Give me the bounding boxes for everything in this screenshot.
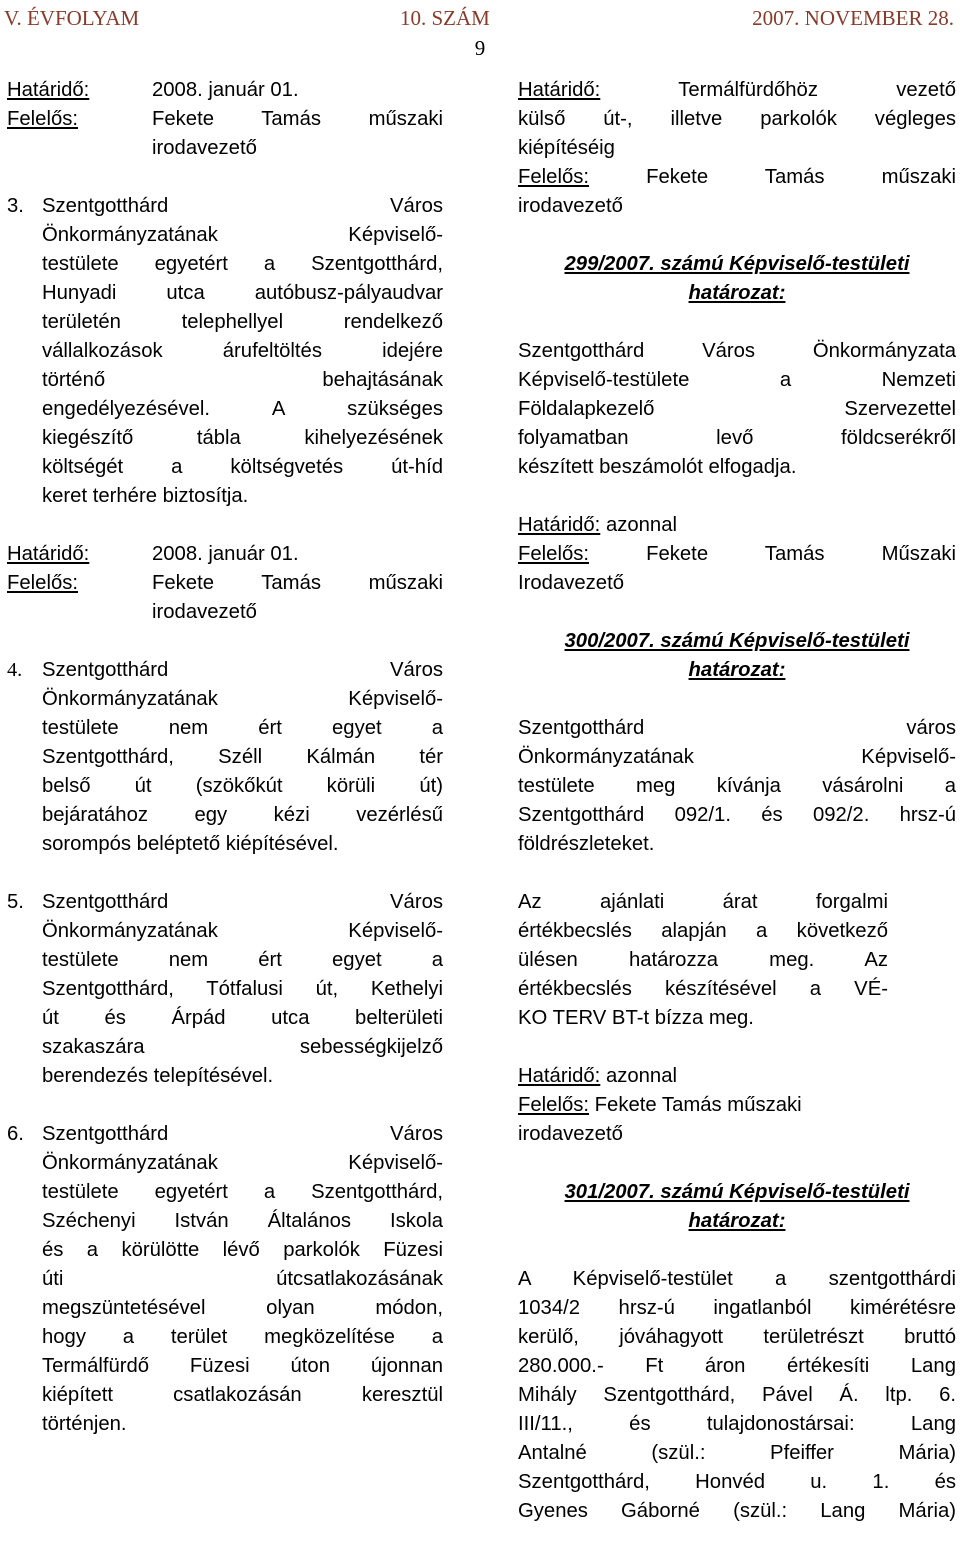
responsible-value-cont: irodavezető [152,601,257,623]
text-line: megszüntetésével olyan módon, [42,1297,443,1319]
deadline-value-cont: külső út-, illetve parkolók végleges [518,108,956,130]
list-item-4 [7,656,443,859]
text-line: Szentgotthárd Város Önkormányzata [518,340,956,362]
responsible-value: Fekete Tamás műszaki [594,1094,802,1116]
resolution-title: 300/2007. számú Képviselő-testületi [564,630,910,652]
text-line: testülete meg kívánja vásárolni a [518,775,956,797]
resolution-title-cont: határozat: [688,1210,786,1232]
text-line: úti útcsatlakozásának [42,1268,443,1290]
text-line: Az ajánlati árat forgalmi [518,891,888,913]
text-line: Szentgotthárd város [518,717,956,739]
text-line: Széchenyi István Általános Iskola [42,1210,443,1232]
deadline-label: Határidő: [7,79,90,101]
right-column [518,76,956,1526]
responsible-value: Fekete Tamás műszaki [152,108,443,130]
text-line: 1034/2 hrsz-ú ingatlanból kimérétésre [518,1297,956,1319]
text-line: Gyenes Gáborné (szül.: Lang Mária) [518,1500,956,1522]
item-number: 4. [7,659,23,681]
deadline-value: azonnal [605,514,677,536]
text-line: út és Árpád utca belterületi [42,1007,443,1029]
list-item-6 [7,1120,443,1439]
responsible-label: Felelős: [7,108,79,130]
text-line: Antalné (szül.: Pfeiffer Mária) [518,1442,956,1464]
text-line: Szentgotthárd Város [42,195,443,217]
text-line: testülete nem ért egyet a [42,949,443,971]
responsible-label: Felelős: [518,1094,590,1116]
header-date: 2007. NOVEMBER 28. [752,6,954,30]
resolution-title-cont: határozat: [688,282,786,304]
list-item-3 [7,192,443,511]
text-line: ülésen határozza meg. Az [518,949,888,971]
deadline-label: Határidő: [518,514,601,536]
responsible-value-cont: Irodavezető [518,572,624,594]
deadline-value: azonnal [605,1065,677,1087]
header-volume: V. ÉVFOLYAM [4,6,140,30]
page-number: 9 [474,36,486,60]
deadline-label: Határidő: [7,543,90,565]
text-line: keret terhére biztosítja. [42,485,249,507]
text-line: és a körülötte lévő parkolók Füzesi [42,1239,443,1261]
text-line: belső út (szökőkút körüli út) [42,775,443,797]
text-line: Mihály Szentgotthárd, Pável Á. ltp. 6. [518,1384,956,1406]
text-line: Önkormányzatának Képviselő- [42,1152,443,1174]
deadline-value: Termálfürdőhöz vezető [678,79,956,101]
text-line: értékbecslés készítésével a VÉ- [518,978,888,1000]
responsible-value: Fekete Tamás műszaki [646,166,956,188]
deadline-value: 2008. január 01. [152,79,299,101]
resolution-299 [518,250,956,598]
text-line: Szentgotthárd, Honvéd u. 1. és [518,1471,956,1493]
text-line: Hunyadi utca autóbusz-pályaudvar [42,282,443,304]
responsible-label: Felelős: [518,543,590,565]
text-line: Szentgotthárd Város [42,659,443,681]
text-line: szakaszára sebességkijelző [42,1036,443,1058]
text-line: Szentgotthárd 092/1. és 092/2. hrsz-ú [518,804,956,826]
header-issue: 10. SZÁM [400,6,490,30]
resolution-301 [518,1178,956,1526]
text-line: KO TERV BT-t bízza meg. [518,1007,754,1029]
text-line: területén telephellyel rendelkező [42,311,443,333]
text-line: testülete egyetért a Szentgotthárd, [42,253,443,275]
text-line: Szentgotthárd Város [42,1123,443,1145]
deadline-label: Határidő: [518,1065,601,1087]
text-line: kiegészítő tábla kihelyezésének [42,427,443,449]
item-number: 5. [7,891,24,913]
text-line: 280.000.- Ft áron értékesíti Lang [518,1355,956,1377]
text-line: Önkormányzatának Képviselő- [42,920,443,942]
text-line: értékbecslés alapján a következő [518,920,888,942]
left-column [7,76,443,1439]
list-item-5 [7,888,443,1091]
responsible-label: Felelős: [518,166,590,188]
text-line: földrészleteket. [518,833,655,855]
page-header [0,4,960,34]
deadline-label: Határidő: [518,79,601,101]
responsible-value-cont: irodavezető [518,195,623,217]
responsible-value-cont: irodavezető [518,1123,623,1145]
deadline-value: 2008. január 01. [152,543,299,565]
resolution-title: 301/2007. számú Képviselő-testületi [564,1181,910,1203]
text-line: bejáratához egy kézi vezérlésű [42,804,443,826]
text-line: engedélyezésével. A szükséges [42,398,443,420]
text-line: testülete nem ért egyet a [42,717,443,739]
text-line: Földalapkezelő Szervezettel [518,398,956,420]
item-number: 6. [7,1123,24,1145]
text-line: Képviselő-testülete a Nemzeti [518,369,956,391]
text-line: Önkormányzatának Képviselő- [518,746,956,768]
text-line: Szentgotthárd, Tótfalusi út, Kethelyi [42,978,443,1000]
text-line: Szentgotthárd, Széll Kálmán tér [42,746,443,768]
resolution-title-cont: határozat: [688,659,786,681]
text-line: III/11., és tulajdonostársai: Lang [518,1413,956,1435]
text-line: költségét a költségvetés út-híd [42,456,443,478]
text-line: vállalkozások árufeltöltés idejére [42,340,443,362]
text-line: Önkormányzatának Képviselő- [42,688,443,710]
block-responsibility-2 [7,540,443,627]
text-line: testülete egyetért a Szentgotthárd, [42,1181,443,1203]
responsible-value: Fekete Tamás műszaki [152,572,443,594]
text-line: történjen. [42,1413,127,1435]
item-number: 3. [7,195,24,217]
block-responsibility-1 [7,76,443,163]
text-line: Önkormányzatának Képviselő- [42,224,443,246]
text-line: készített beszámolót elfogadja. [518,456,797,478]
text-line: hogy a terület megközelítése a [42,1326,443,1348]
responsible-label: Felelős: [7,572,79,594]
deadline-value-cont: kiépítéséig [518,137,615,159]
text-line: sorompós beléptető kiépítésével. [42,833,339,855]
block-responsibility-top [518,76,956,221]
text-line: berendezés telepítésével. [42,1065,274,1087]
responsible-value-cont: irodavezető [152,137,257,159]
text-line: folyamatban levő földcserékről [518,427,956,449]
text-line: Termálfürdő Füzesi úton újonnan [42,1355,443,1377]
text-line: Szentgotthárd Város [42,891,443,913]
resolution-300 [518,627,956,1149]
responsible-value: Fekete Tamás Műszaki [646,543,956,565]
text-line: A Képviselő-testület a szentgotthárdi [518,1268,956,1290]
text-line: történő behajtásának [42,369,443,391]
text-line: kerülő, jóváhagyott területrészt bruttó [518,1326,956,1348]
text-line: kiépített csatlakozásán keresztül [42,1384,443,1406]
resolution-title: 299/2007. számú Képviselő-testületi [564,253,910,275]
